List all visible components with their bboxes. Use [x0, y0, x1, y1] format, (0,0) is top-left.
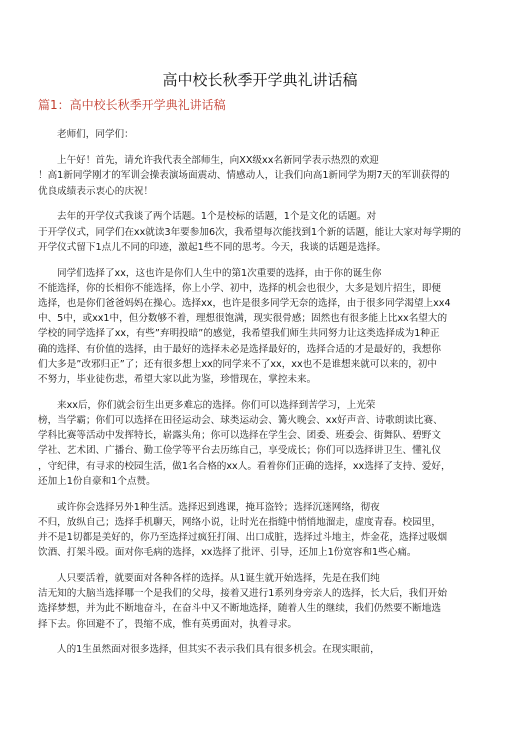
paragraph-2: [38, 209, 484, 255]
greeting-line: 老师们，同学们：: [57, 129, 134, 140]
paragraph-line: 来xx后，你们就会衍生出更多难忘的选择。你们可以选择到苦学习，上光荣: [57, 399, 376, 411]
paragraph-line: 选择梦想，并为此不断地奋斗，在奋斗中又不断地选择，随着人生的继续，我们仍然要不断地选: [38, 603, 441, 615]
paragraph-line: 开学仪式留下1点儿不同的印迹，激起1些不同的思考。今天，我谈的话题是选择。: [38, 241, 386, 253]
paragraph-line: 选择，也是你们爸爸妈妈在操心。选择xx，也许是很多同学无奈的选择，由于很多同学渴望上xx4: [38, 298, 451, 310]
paragraph-line: 同学们选择了xx，这也许是你们人生中的第1次重要的选择，由于你的诞生你: [57, 267, 382, 279]
paragraph-line: 于开学仪式，同学们在xx就读3年要参加6次，我希望每次能找到1个新的话题，能让大家对每学期的: [38, 226, 462, 238]
paragraph-line: 人只要活着，就要面对各种各样的选择。从1诞生就开始选择，先是在我们纯: [57, 573, 380, 585]
paragraph-line: 中、5中，或xx1中，但分数够不着，理想很饱满，现实很骨感；固然也有很多能上比xx名望大的: [38, 313, 448, 325]
paragraph-line: 上午好！首先，请允许我代表全部师生，向XX级xx名新同学表示热烈的欢迎: [57, 155, 379, 167]
paragraph-line: 们大多是”改邪归正”了；还有很多想上xx的同学来不了xx，xx也不是谁想来就可以来的，初中: [38, 358, 437, 370]
paragraph-line: 不能选择，你的长相你不能选择，你上小学、初中，选择的机会也很少，大多是划片招生，即便: [38, 282, 441, 294]
paragraph-line: 饮酒、打架斗殴。面对你毛病的选择，xx选择了批评、引导，还加上1份宽容和1些心痛。: [38, 547, 417, 559]
paragraph-7: [38, 642, 484, 657]
paragraph-1: [38, 153, 484, 199]
page-title: 高中校长秋季开学典礼讲话稿: [162, 71, 358, 89]
paragraph-line: 并不是1切都是美好的，你乃至选择过疯狂打闹、出口成脏，选择过斗地主，炸金花，选择过吸烟: [38, 532, 448, 544]
paragraph-5: [38, 500, 484, 561]
paragraph-line: ！高1新同学刚才的军训会操表演场面震动、情感动人，让我们向高1新同学为期7天的军训获得的: [38, 170, 450, 182]
paragraph-line: 洁无知的大脑当选择哪一个是我们的父母，接着又进行1系列身旁亲人的选择，长大后，我们开始: [38, 588, 448, 600]
paragraph-line: 学社、艺术团、广播台、勤工俭学等平台去历练自己，享受成长；你们可以选择讲卫生、懂礼仪: [38, 445, 441, 457]
section-heading: 篇1：高中校长秋季开学典礼讲话稿: [38, 98, 226, 112]
document-body: [38, 127, 484, 668]
paragraph-line: 不归，放纵自己；选择手机聊天，网络小说，让时光在指缝中悄悄地溜走，虚度青春。校园里，: [38, 516, 441, 528]
paragraph-3: [38, 266, 484, 388]
paragraph-line: 去年的开学仪式我谈了两个话题。1个是校标的话题，1个是文化的话题。对: [57, 211, 377, 223]
paragraph-line: 确的选择、有价值的选择，由于最好的选择未必是选择最好的，选择合适的才是最好的，我想你: [38, 343, 441, 355]
paragraph-line: 或许你会选择另外1种生活。选择迟到逃课，掩耳盗铃；选择沉迷网络，彻夜: [57, 501, 380, 513]
paragraph-6: [38, 571, 484, 632]
paragraph-line: 人的1生虽然面对很多选择，但其实不表示我们具有很多机会。在现实眼前，: [57, 644, 380, 656]
paragraph-4: [38, 398, 484, 489]
paragraph-line: 择下去。你回避不了，畏缩不成，惟有英勇面对，执着寻求。: [38, 618, 298, 630]
paragraph-line: 不努力，毕业徒伤悲，希望大家以此为鉴，珍惜现在，掌控未来。: [38, 374, 317, 386]
paragraph-line: ，守纪律，有寻求的校园生活，做1名合格的xx人。看着你们正确的选择，xx选择了支持、爱好，: [38, 460, 451, 472]
paragraph-line: 优良成绩表示衷心的庆祝！: [38, 185, 154, 197]
paragraph-line: 学校的同学选择了xx，有些”弃明投暗”的感觉，我希望我们师生共同努力让这类选择成为1种正: [38, 328, 440, 340]
paragraph-line: 还加上1份自豪和1个点赞。: [38, 475, 156, 487]
paragraph-line: 榜，当学霸；你们可以选择在田径运动会、球类运动会、篝火晚会、xx好声音、诗歌朗读比赛、: [38, 415, 443, 427]
paragraph-line: 学科比赛等活动中发挥特长，崭露头角；你可以选择在学生会、团委、班委会、街舞队、碧野文: [38, 430, 441, 442]
